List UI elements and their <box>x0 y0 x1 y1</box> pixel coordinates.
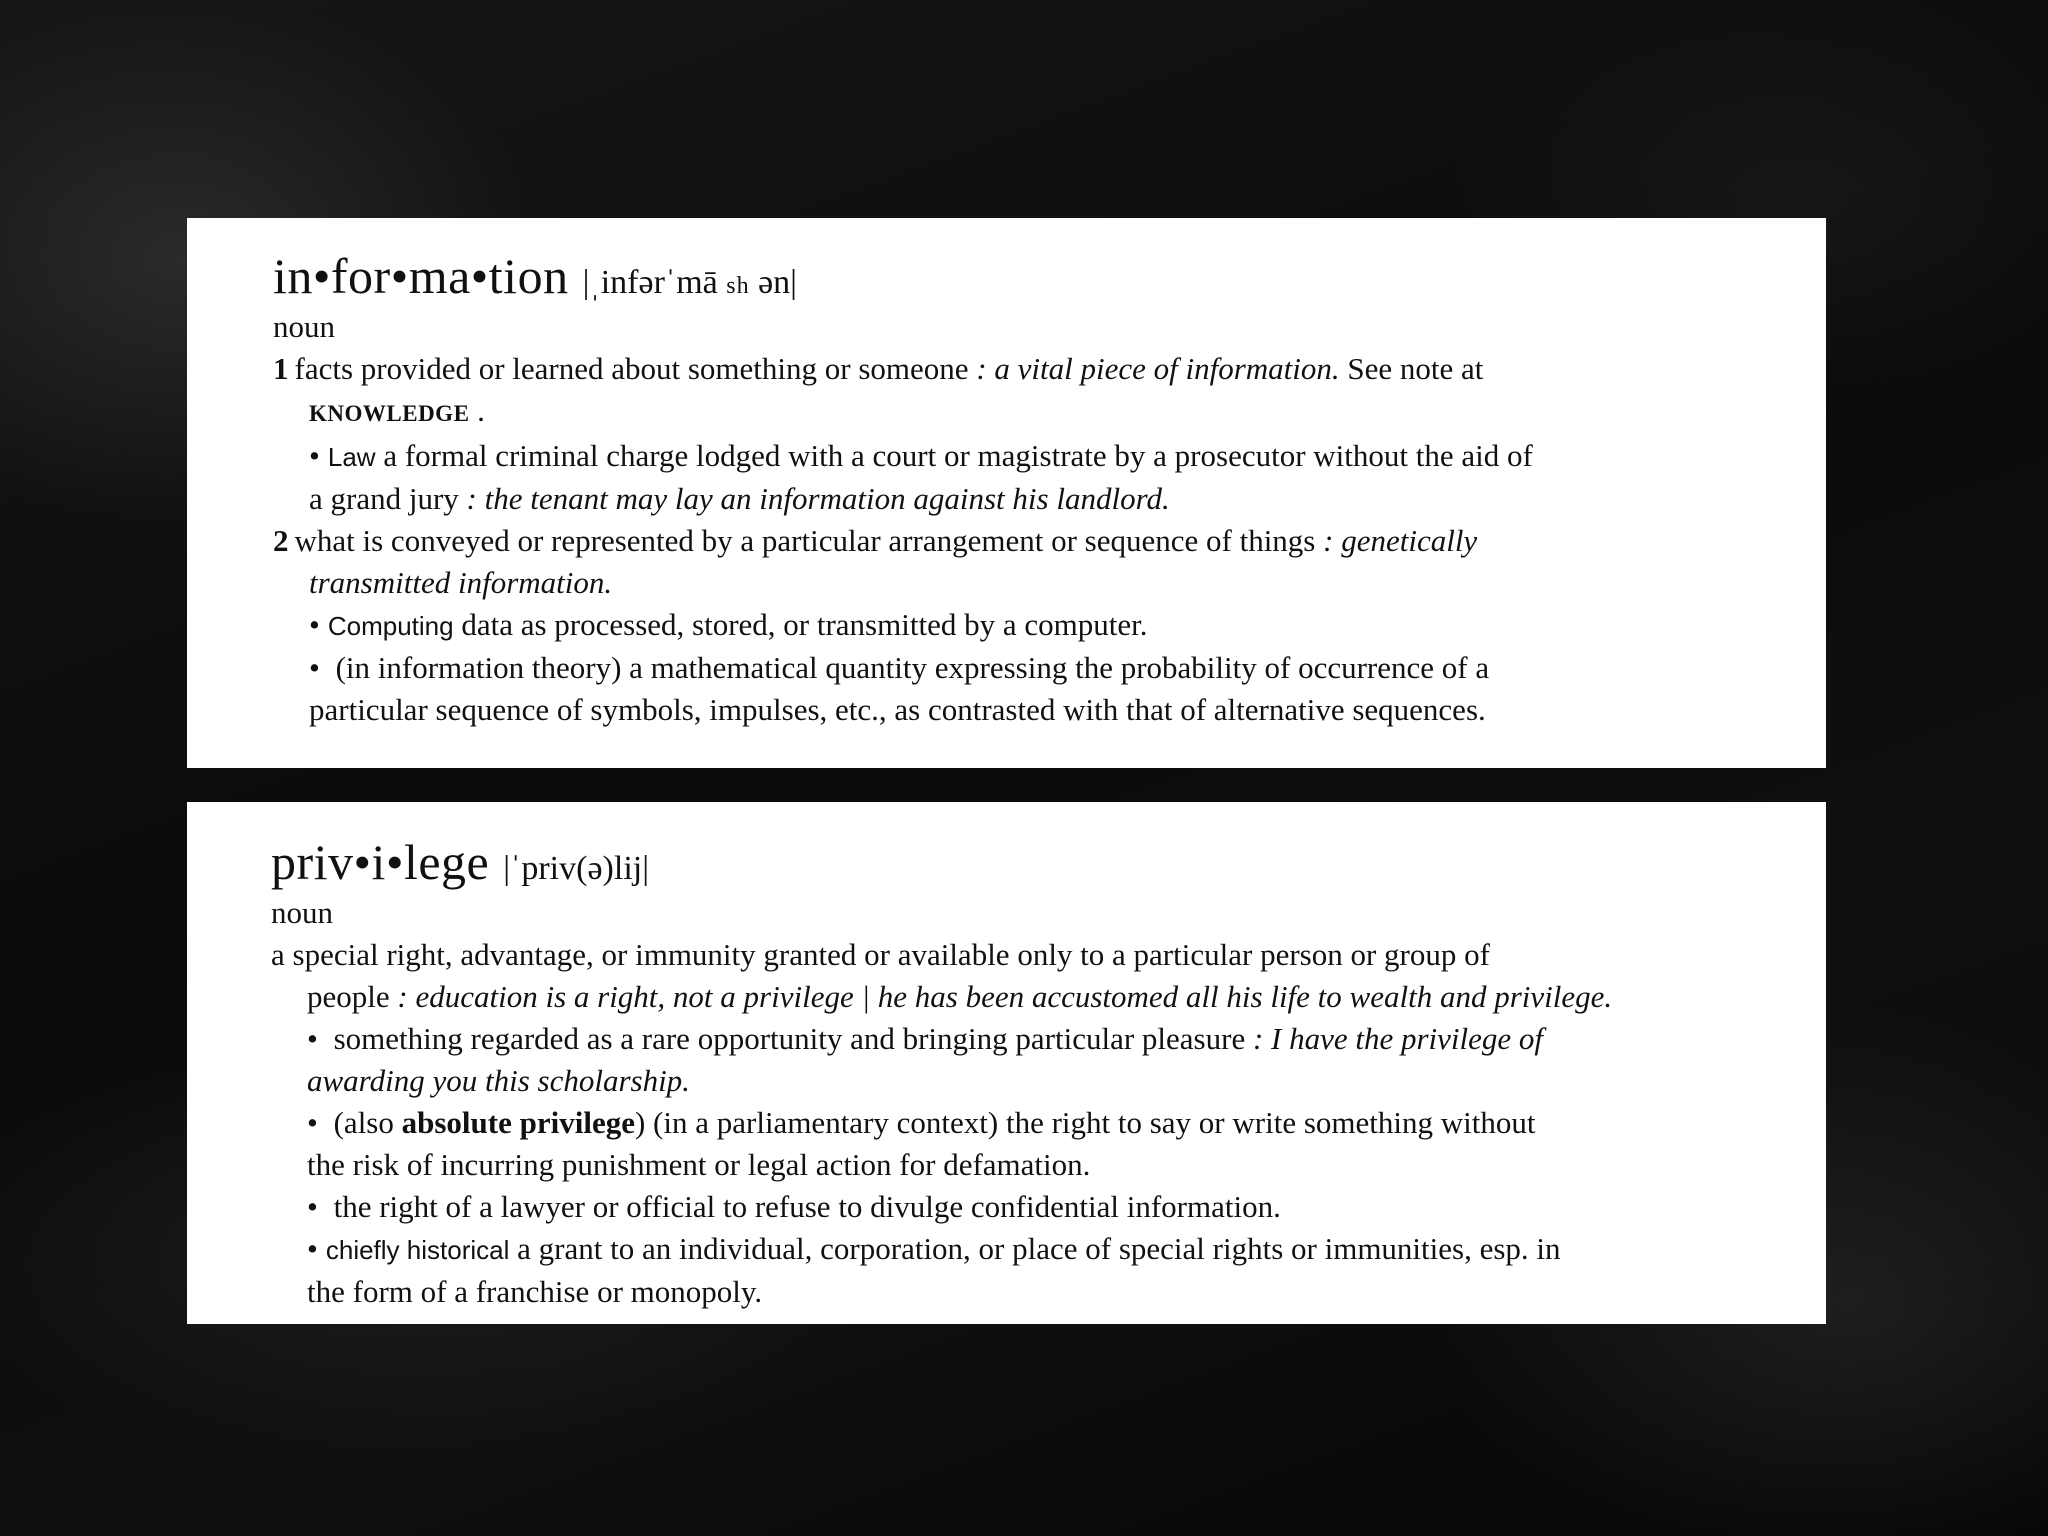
sense-number: 1 <box>273 351 289 386</box>
definition-card-information <box>187 218 1826 768</box>
sense-2: 2 what is conveyed or represented by a particular arrangement or sequence of things : genetically <box>273 523 1478 558</box>
part-of-speech: noun <box>273 309 335 344</box>
subsense-opportunity: • something regarded as a rare opportunity and bringing particular pleasure : I have the privilege of <box>307 1021 1544 1056</box>
headword: priv•i•lege <box>271 834 490 890</box>
cross-reference-link[interactable]: KNOWLEDGE <box>309 401 470 426</box>
subsense-law-cont: a grand jury : the tenant may lay an information against his landlord. <box>309 481 1170 516</box>
subsense-absolute-privilege-cont: the risk of incurring punishment or legal action for defamation. <box>307 1147 1091 1182</box>
example: : a vital piece of information. <box>968 351 1340 386</box>
part-of-speech: noun <box>271 895 333 930</box>
example: : I have the privilege of <box>1245 1021 1544 1056</box>
headword: in•for•ma•tion <box>273 248 569 304</box>
example: : the tenant may lay an information against his landlord. <box>458 481 1170 516</box>
entry-header <box>271 832 1766 892</box>
example: : genetically <box>1315 523 1478 558</box>
example: awarding you this scholarship. <box>307 1063 690 1098</box>
pronunciation: |ˈpriv(ə)lij| <box>503 850 650 887</box>
sense-number: 2 <box>273 523 289 558</box>
subsense-law: • Law a formal criminal charge lodged with a court or magistrate by a prosecutor without the aid of <box>309 438 1533 473</box>
subsense-absolute-privilege: • (also absolute privilege) (in a parliamentary context) the right to say or write something without <box>307 1105 1536 1140</box>
usage-label: Computing <box>327 611 454 641</box>
main-sense: a special right, advantage, or immunity granted or available only to a particular person or group of <box>271 937 1490 972</box>
subsense-information-theory: • (in information theory) a mathematical quantity expressing the probability of occurrence of a <box>309 650 1490 685</box>
subsense-information-theory-cont: particular sequence of symbols, impulses, etc., as contrasted with that of alternative sequences. <box>309 692 1486 727</box>
main-sense-cont: people : education is a right, not a privilege | he has been accustomed all his life to wealth and privilege. <box>307 979 1613 1014</box>
subsense-lawyer: • the right of a lawyer or official to refuse to divulge confidential information. <box>307 1189 1281 1224</box>
definition-card-privilege <box>187 802 1826 1324</box>
sense-1: 1 facts provided or learned about something or someone : a vital piece of information. See note at <box>273 351 1484 386</box>
usage-label: Law <box>327 442 376 472</box>
usage-label: chiefly historical <box>325 1235 510 1265</box>
pronunciation: |ˌinfərˈmā sh ən| <box>582 264 797 301</box>
example: : education is a right, not a privilege | he has been accustomed all his life to wealth and privilege. <box>389 979 1613 1014</box>
variant-form: absolute privilege <box>401 1105 635 1140</box>
entry-header <box>273 246 1746 306</box>
subsense-historical: • chiefly historical a grant to an individual, corporation, or place of special rights or immunities, esp. in <box>307 1231 1561 1266</box>
subsense-opportunity-cont <box>271 1060 1766 1102</box>
sense-2-cont <box>273 562 1746 604</box>
example: transmitted information. <box>309 565 613 600</box>
sense-1-xref: KNOWLEDGE . <box>309 393 485 428</box>
subsense-historical-cont: the form of a franchise or monopoly. <box>307 1274 763 1309</box>
subsense-computing: • Computing data as processed, stored, or transmitted by a computer. <box>309 607 1148 642</box>
